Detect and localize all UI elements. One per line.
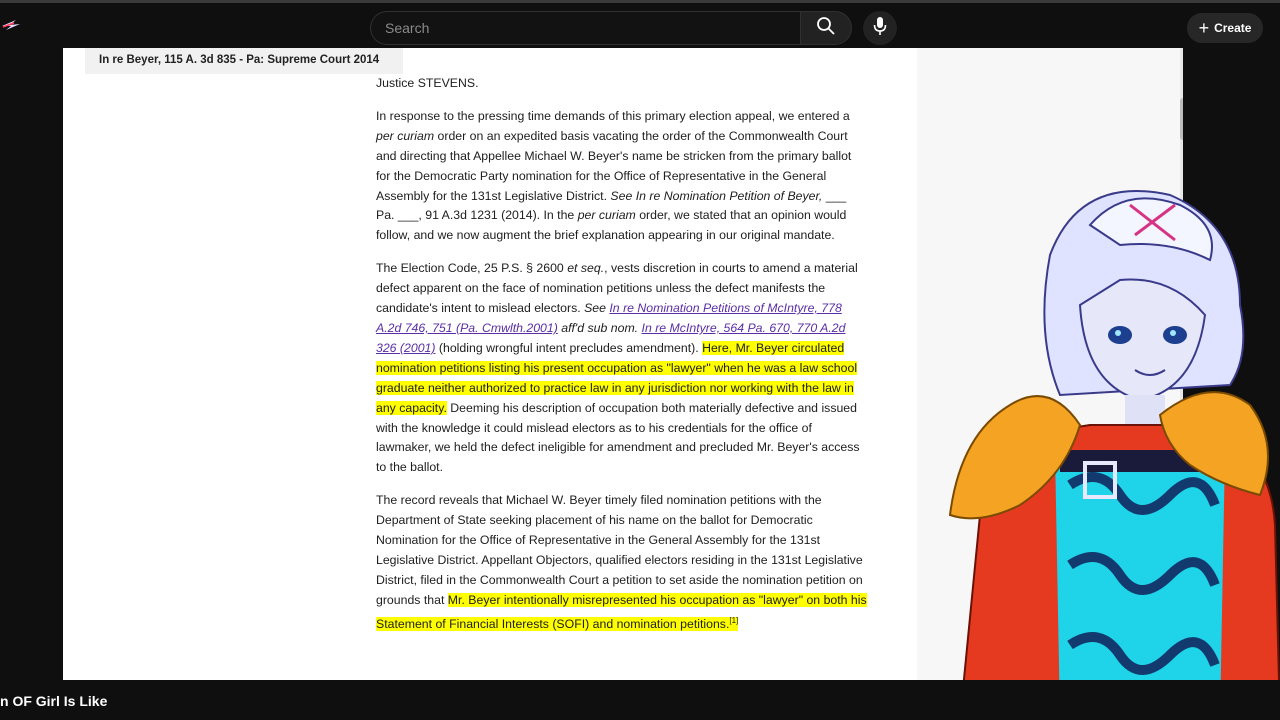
highlighted-text: Here, Mr. Beyer circulated nomination petitions listing his present occupation as "lawyer" when he was a law school graduate neither authorized to practice law in any jurisdiction nor working with the law in any capacity. xyxy=(376,340,858,415)
plus-icon: + xyxy=(1198,18,1210,38)
highlighted-text: Mr. Beyer intentionally misrepresented his occupation as "lawyer" on both his Statement of Financial Interests (SOFI) and nomination petitions.[1] xyxy=(376,592,867,631)
citation-link-mcintyre-cmwlth[interactable]: In re Nomination Petitions of McIntyre, 778 A.2d 746, 751 (Pa. Cmwlth.2001) xyxy=(376,301,842,335)
left-panel xyxy=(63,48,321,680)
scroll-thumb[interactable] xyxy=(1180,98,1183,140)
paragraph-2: The Election Code, 25 P.S. § 2600 et seq., vests discretion in courts to amend a material defect apparent on the face of nomination petitions unless the defect manifests the candidate's intent to mislead electors. See In re Nomination Petitions of McIntyre, 778 A.2d 746, 751 (Pa. Cmwlth.2001) aff'd sub nom. In re McIntyre, 564 Pa. 670, 770 A.2d 326 (2001) (holding wrongful intent precludes amendment). Here, Mr. Beyer circulated nomination petitions listing his present occupation as "lawyer" when he was a law school graduate neither authorized to practice law in any jurisdiction nor working with the law in any capacity. Deeming his description of occupation both materially defective and issued with the knowledge it could mislead electors as to his credentials for the office of lawmaker, we held the defect ineligible for amendment and precluded Mr. Beyer's access to the ballot. xyxy=(376,261,860,475)
top-bar xyxy=(0,0,1280,48)
create-button[interactable] xyxy=(1187,13,1263,43)
search-bar xyxy=(370,11,852,45)
video-title[interactable]: n OF Girl Is Like xyxy=(0,693,108,709)
opinion-text xyxy=(376,74,868,648)
citation-link-mcintyre-pa[interactable]: In re McIntyre, 564 Pa. 670, 770 A.2d 326 (2001) xyxy=(376,320,846,355)
microphone-icon xyxy=(873,16,887,41)
search-icon xyxy=(816,16,836,41)
search-button[interactable] xyxy=(800,11,852,45)
voice-search-button[interactable] xyxy=(863,11,897,45)
search-input[interactable] xyxy=(370,11,802,45)
paragraph-1: In response to the pressing time demands of this primary election appeal, we entered a per curiam order on an expedited basis vacating the order of the Commonwealth Court and directing that Appellee Michael W. Beyer's name be stricken from the primary ballot for the Democratic Party nomination for the Office of Representative in the General Assembly for the 131st Legislative District. See In re Nomination Petition of Beyer, ___ Pa. ___, 91 A.3d 1231 (2014). In the per curiam order, we stated that an opinion would follow, and we now augment the brief explanation appearing in our original mandate. xyxy=(376,108,852,243)
footnote-link[interactable]: [1] xyxy=(729,615,739,625)
logo-icon[interactable] xyxy=(0,17,22,33)
avatar-overlay xyxy=(940,185,1280,720)
paragraph-3: The record reveals that Michael W. Beyer timely filed nomination petitions with the Department of State seeking placement of his name on the ballot for Democratic Nomination for the Office of Representative in the General Assembly for the 131st Legislative District. Appellant Objectors, qualified electors residing in the 131st Legislative District, filed in the Commonwealth Court a petition to set aside the nomination petition on grounds that Mr. Beyer intentionally misrepresented his occupation as "lawyer" on both his Statement of Financial Interests (SOFI) and nomination petitions.[1] xyxy=(376,493,867,631)
justice-name: Justice STEVENS. xyxy=(376,76,479,90)
bottom-bar xyxy=(0,680,1280,720)
create-label: Create xyxy=(1214,21,1252,35)
case-title: In re Beyer, 115 A. 3d 835 - Pa: Supreme Court 2014 xyxy=(85,48,403,74)
